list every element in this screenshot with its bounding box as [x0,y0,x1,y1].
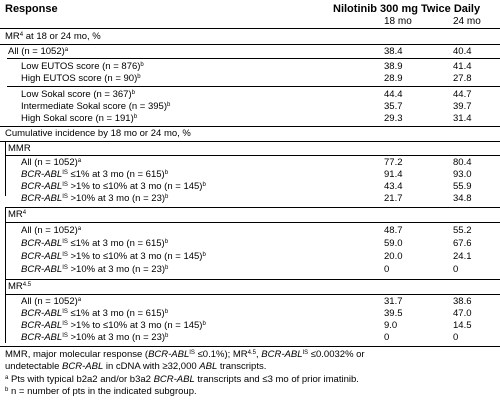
value-24mo: 55.9 [453,181,472,192]
value-24mo: 47.0 [453,308,472,319]
value-18mo: 0 [384,264,390,275]
value-24mo: 38.6 [453,296,472,307]
row-label: >10% at 3 mo (n = 23) [67,332,166,343]
is-sup: IS [62,252,68,258]
table-row [0,251,500,263]
value-24mo: 31.4 [453,113,472,124]
footnote-text: transcripts and ≤3 mo of prior imatinib. [194,374,359,385]
gene-name: BCR-ABL [261,349,303,360]
gene-name: BCR-ABL [153,374,195,385]
value-24mo: 55.2 [453,225,472,236]
is-sup: IS [62,309,68,315]
footnote-text: ≤0.0032% or [308,349,365,360]
row-label: Intermediate Sokal score (n = 395) [21,101,168,112]
table-row [0,157,500,169]
table-row [0,308,500,320]
footnote-abbreviations-cont [5,361,266,373]
value-24mo: 24.1 [453,251,472,262]
mmr-label: MMR [8,143,31,154]
footnote-text: undetectable [5,361,63,372]
value-18mo: 35.7 [384,101,403,112]
value-24mo: 44.7 [453,89,472,100]
value-18mo: 44.4 [384,89,403,100]
row-label: >10% at 3 mo (n = 23) [67,193,166,204]
row-label: ≤1% at 3 mo (n = 615) [67,308,165,319]
footnote-text: in cDNA with ≥32,000 [103,361,200,372]
value-18mo: 21.7 [384,193,403,204]
footnote-sup: b [131,90,135,96]
footnote-sup: b [140,62,144,68]
footnote-sup: b [164,309,169,315]
value-24mo: 0 [453,264,459,275]
footnote-marker: b [5,387,9,393]
footnote-text: transcripts. [217,361,267,372]
section-title-mr4 [0,31,500,43]
gene-name: BCR-ABL [21,320,63,331]
drug-column-header: Nilotinib 300 mg Twice Daily [333,3,481,15]
footnote-marker: a [5,375,9,381]
footnote-b [5,386,197,398]
value-18mo: 43.4 [384,181,403,192]
value-18mo: 59.0 [384,238,403,249]
is-sup: IS [62,265,68,271]
row-label: Low EUTOS score (n = 876) [21,61,141,72]
footnote-text: n = number of pts in the indicated subgroup. [8,386,197,397]
row-label: All (n = 1052) [8,46,65,57]
rule [5,207,500,208]
is-sup: IS [62,194,68,200]
row-label: >1% to ≤10% at 3 mo (n = 145) [67,181,203,192]
value-24mo: 14.5 [453,320,472,331]
subgroup-title-mr4 [0,209,500,221]
subgroup-title-mmr [0,143,500,155]
value-18mo: 9.0 [384,320,398,331]
rule [7,86,500,87]
row-label: ≤1% at 3 mo (n = 615) [67,238,165,249]
value-18mo: 29.3 [384,113,403,124]
row-label: ≤1% at 3 mo (n = 615) [67,169,165,180]
col-24mo-header: 24 mo [453,16,481,27]
is-sup: IS [62,170,68,176]
footnote-sup: a [77,297,82,303]
value-18mo: 39.5 [384,308,403,319]
mr4-title-text: MR [5,31,20,42]
footnote-sup: b [202,182,206,188]
gene-name: ABL [199,361,218,372]
footnote-sup: b [164,170,169,176]
table-row [0,113,500,125]
footnote-sup: b [165,194,169,200]
header-rule [0,28,500,29]
mr45-label: MR [8,281,23,292]
rule [0,141,500,142]
footnote-abbreviations [5,349,365,361]
footnote-sup: b [133,114,138,120]
footnote-sup: a [64,47,69,53]
mr4-label: MR [8,209,23,220]
table-row [0,296,500,308]
gene-name: BCR-ABL [21,169,63,180]
footnote-sup: b [164,239,169,245]
gene-name: BCR-ABL [21,332,63,343]
gene-name: BCR-ABL [62,361,104,372]
value-24mo: 39.7 [453,101,472,112]
table-row [0,181,500,193]
footnote-text: MMR, major molecular response ( [5,349,149,360]
row-label: >10% at 3 mo (n = 23) [67,264,166,275]
table-row [0,225,500,237]
table-row [0,320,500,332]
footnote-sup: a [77,226,82,232]
gene-name: BCR-ABL [21,251,63,262]
rule [0,126,500,127]
mr4-title-rest: at 18 or 24 mo, % [23,31,101,42]
gene-name: BCR-ABL [21,264,63,275]
col-18mo-header: 18 mo [384,16,412,27]
row-label: High EUTOS score (n = 90) [21,73,138,84]
value-18mo: 91.4 [384,169,403,180]
value-18mo: 38.4 [384,46,403,57]
value-24mo: 40.4 [453,46,472,57]
footnote-sup: b [167,102,171,108]
is-sup: IS [62,321,68,327]
value-24mo: 80.4 [453,157,472,168]
rule [5,222,500,223]
value-24mo: 67.6 [453,238,472,249]
footnote-sup: a [77,158,82,164]
footnote-sup: b [137,74,141,80]
table-row [0,332,500,344]
value-24mo: 93.0 [453,169,472,180]
value-24mo: 34.8 [453,193,472,204]
rule [5,294,500,295]
row-label: >1% to ≤10% at 3 mo (n = 145) [67,320,203,331]
value-18mo: 20.0 [384,251,403,262]
rule [5,279,500,280]
value-18mo: 48.7 [384,225,403,236]
value-18mo: 0 [384,332,390,343]
rule [0,44,500,45]
footnote-text: ≤0.1%); MR [194,349,248,360]
table-row [0,169,500,181]
is-sup: IS [62,333,68,339]
table-row [0,61,500,73]
table-row [0,46,500,58]
table-row [0,101,500,113]
table-row [0,89,500,101]
mr4-title-sup: 4 [19,32,24,38]
gene-name: BCR-ABL [21,238,63,249]
table-row [0,264,500,276]
is-sup: IS [62,182,68,188]
value-18mo: 31.7 [384,296,403,307]
row-label: >1% to ≤10% at 3 mo (n = 145) [67,251,203,262]
row-label: All (n = 1052) [21,225,78,236]
row-label: Low Sokal score (n = 367) [21,89,132,100]
value-18mo: 28.9 [384,73,403,84]
footnote-sup: b [202,321,206,327]
table-row [0,73,500,85]
section-title-cumulative [0,128,500,140]
footnote-a [5,374,359,386]
table-row [0,238,500,250]
value-18mo: 77.2 [384,157,403,168]
rule [7,58,500,59]
row-label: All (n = 1052) [21,157,78,168]
table-row [0,193,500,205]
value-18mo: 38.9 [384,61,403,72]
value-24mo: 27.8 [453,73,472,84]
response-column-header: Response [5,3,58,15]
is-sup: IS [302,350,309,356]
gene-name: BCR-ABL [148,349,190,360]
is-sup: IS [189,350,195,356]
value-24mo: 0 [453,332,459,343]
gene-name: BCR-ABL [21,181,63,192]
row-label: All (n = 1052) [21,296,78,307]
table-bottom-rule [0,346,500,347]
footnote-sup: b [165,333,169,339]
mr45-sup: 4.5 [247,350,257,356]
cumulative-title-text: Cumulative incidence by 18 mo or 24 mo, % [5,128,191,139]
value-24mo: 41.4 [453,61,472,72]
gene-name: BCR-ABL [21,308,63,319]
gene-name: BCR-ABL [21,193,63,204]
mr45-label-sup: 4.5 [22,282,32,288]
row-label: High Sokal score (n = 191) [21,113,134,124]
footnote-sup: b [202,252,206,258]
rule [5,155,500,156]
footnote-text: Pts with typical b2a2 and/or b3a2 [8,374,154,385]
footnote-text: , [256,349,262,360]
mr4-label-sup: 4 [22,210,27,216]
subgroup-title-mr45 [0,281,500,293]
footnote-sup: b [165,265,169,271]
is-sup: IS [62,239,68,245]
